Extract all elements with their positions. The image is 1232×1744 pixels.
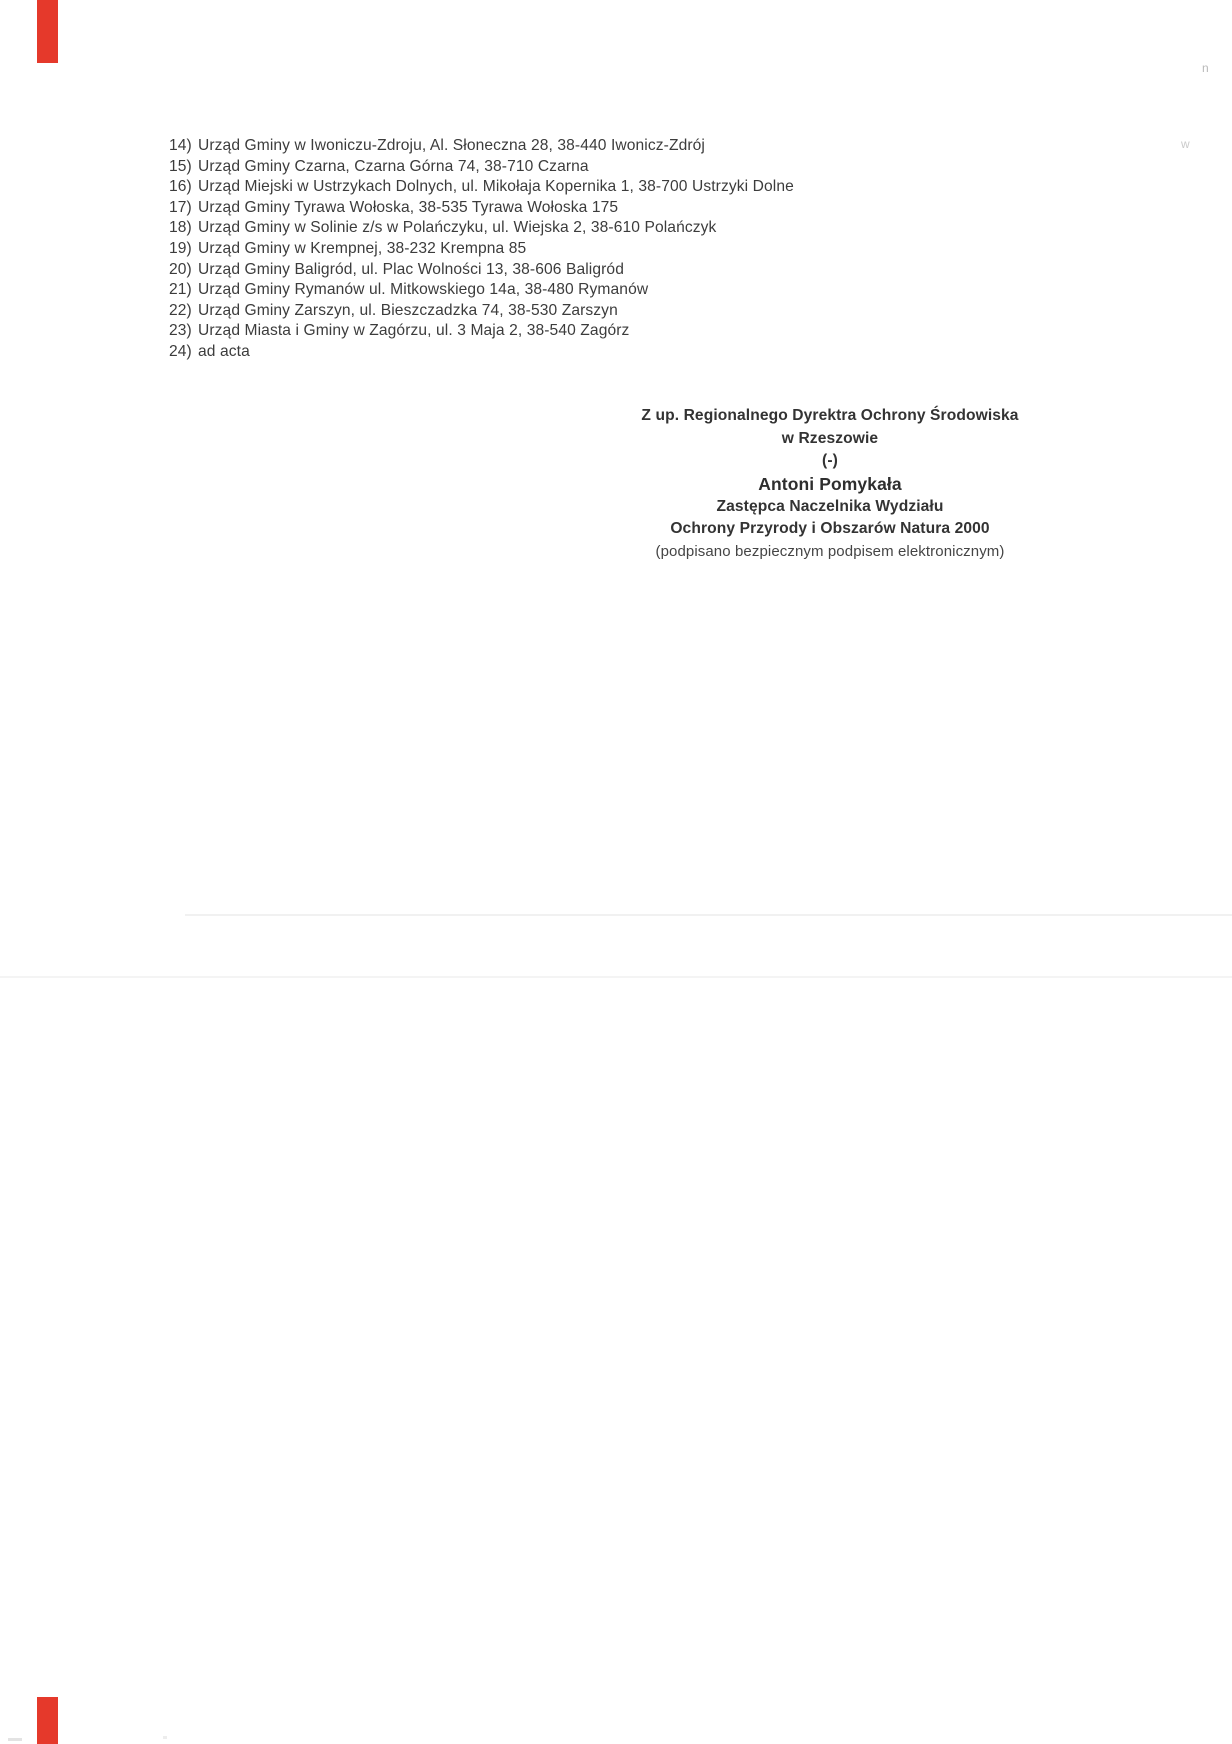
item-number: 17) [169,198,192,216]
signatory-title-line2: Ochrony Przyrody i Obszarów Natura 2000 [670,520,990,537]
list-item [169,198,794,219]
item-number: 19) [169,239,192,257]
signature-block [538,405,1122,563]
item-text: Urząd Miejski w Ustrzykach Dolnych, ul. Mikołaja Kopernika 1, 38-700 Ustrzyki Dolne [198,178,794,196]
signatory-name: Antoni Pomykała [758,473,902,494]
list-item [169,177,794,198]
item-number: 23) [169,322,192,340]
item-text: Urząd Gminy Rymanów ul. Mitkowskiego 14a, 38-480 Rymanów [198,281,649,299]
scan-speck-top-right-1: n [1202,61,1209,75]
signature-dash: (-) [822,452,838,469]
item-number: 22) [169,301,192,319]
scan-smudge-bottom-left [8,1738,22,1741]
item-text: Urząd Gminy Czarna, Czarna Górna 74, 38-710 Czarna [198,157,589,175]
item-text: Urząd Gminy Zarszyn, ul. Bieszczadzka 74, 38-530 Zarszyn [198,301,618,319]
recipient-list [169,136,794,363]
item-text: Urząd Gminy w Iwoniczu-Zdroju, Al. Słoneczna 28, 38-440 Iwonicz-Zdrój [198,137,705,154]
list-item [169,260,794,281]
signature-authority-line1: Z up. Regionalnego Dyrektra Ochrony Środowiska [641,407,1019,424]
list-item [169,218,794,239]
scan-line-artifact-1 [185,914,1232,916]
item-number: 18) [169,219,192,237]
item-text: Urząd Gminy Tyrawa Wołoska, 38-535 Tyrawa Wołoska 175 [198,198,619,216]
item-number: 14) [169,137,192,154]
list-item [169,321,794,342]
item-number: 16) [169,178,192,196]
scan-smudge-bottom-2 [163,1736,167,1739]
list-item [169,157,794,178]
signature-authority-line2: w Rzeszowie [781,429,879,447]
electronic-signature-note: (podpisano bezpiecznym podpisem elektronicznym) [655,542,1005,560]
item-number: 20) [169,260,192,278]
item-text: Urząd Gminy w Krempnej, 38-232 Krempna 85 [198,239,527,257]
item-text: Urząd Gminy Baligród, ul. Plac Wolności 13, 38-606 Baligród [198,260,624,278]
item-text: Urząd Miasta i Gminy w Zagórzu, ul. 3 Maja 2, 38-540 Zagórz [198,322,630,340]
red-scan-edge-artifact-bottom [37,1697,58,1744]
item-text: Urząd Gminy w Solinie z/s w Polańczyku, ul. Wiejska 2, 38-610 Polańczyk [198,219,717,237]
list-item [169,301,794,322]
scan-speck-top-right-2: w [1181,137,1190,151]
list-item [169,239,794,260]
list-item [169,342,794,363]
item-number: 24) [169,342,192,360]
item-text: ad acta [198,342,250,360]
signatory-title-line1: Zastępca Naczelnika Wydziału [716,497,944,515]
red-scan-edge-artifact-top [37,0,58,63]
list-item [169,280,794,301]
item-number: 21) [169,281,192,299]
scan-line-artifact-2 [0,976,1232,978]
item-number: 15) [169,157,192,175]
list-item [169,136,794,157]
